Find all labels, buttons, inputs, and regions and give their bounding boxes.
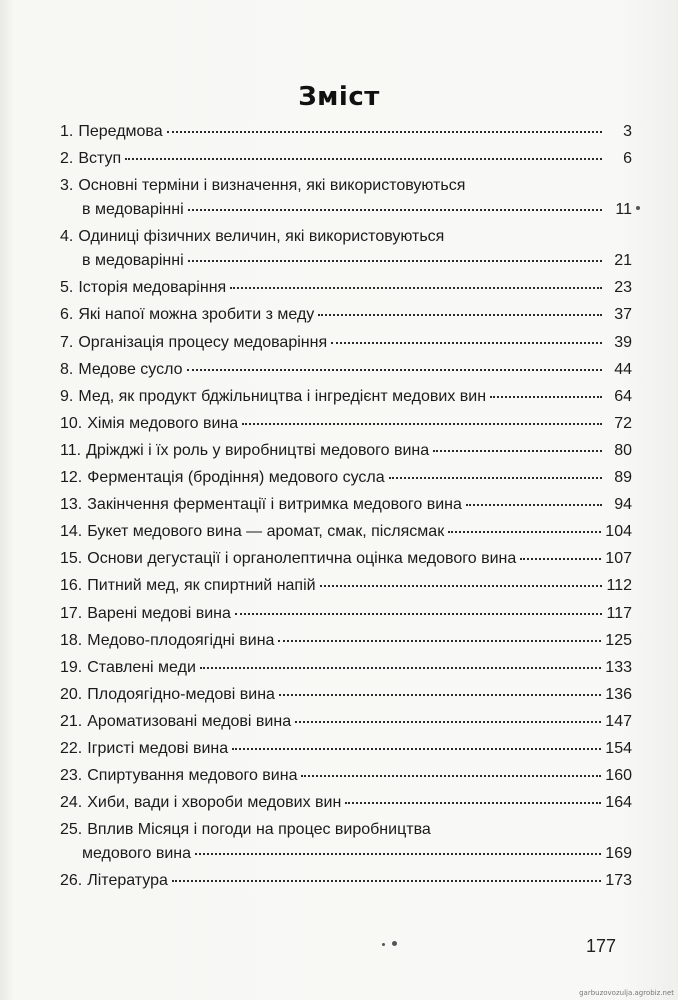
toc-entry-number: 20. <box>60 685 83 703</box>
toc-entry-title: Вплив Місяця і погоди на процес виробництва <box>87 821 431 839</box>
toc-entry-page: 173 <box>605 872 632 890</box>
toc-entry <box>60 331 632 355</box>
toc-entry-number: 18. <box>60 631 83 649</box>
toc-entry-page: 11 <box>615 201 632 219</box>
toc-entry-page: 125 <box>605 631 632 649</box>
toc-entry-page: 80 <box>614 441 632 459</box>
toc-entry-title: Які напої можна зробити з меду <box>78 306 315 324</box>
toc-entry <box>60 466 632 490</box>
toc-entry-page: 21 <box>614 252 632 270</box>
toc-entry-page: 164 <box>605 794 632 812</box>
toc-entry-page: 112 <box>606 577 632 595</box>
toc-entry-number: 2. <box>60 150 74 168</box>
toc-entry-title: Організація процесу медоваріння <box>78 333 328 351</box>
toc-entry-number: 16. <box>60 577 83 595</box>
toc-entry <box>60 276 632 300</box>
toc-entry-page: 117 <box>606 604 632 622</box>
dot-leader <box>242 423 602 425</box>
toc-entry-number: 19. <box>60 658 83 676</box>
dot-leader <box>195 853 601 855</box>
dot-leader <box>520 558 601 560</box>
toc-entry-page: 3 <box>623 123 632 140</box>
toc-entry-title: Історія медоваріння <box>78 279 227 297</box>
toc-entry-title: Література <box>87 872 168 890</box>
toc-entry-number: 7. <box>60 333 74 351</box>
dot-leader <box>167 131 602 133</box>
toc-entry-page: 89 <box>614 469 632 487</box>
toc-entry-title: в медоварінні <box>82 201 184 219</box>
toc-entry-title: Ігристі медові вина <box>87 739 229 757</box>
dot-leader <box>448 531 601 533</box>
toc-entry-title: Дріжджі і їх роль у виробництві медового вина <box>86 441 430 459</box>
toc-entry-title: Питний мед, як спиртний напій <box>87 577 316 595</box>
toc-entry <box>60 737 632 761</box>
toc-entry-page: 64 <box>614 387 632 405</box>
toc-entry-title: Ферментація (бродіння) медового сусла <box>87 469 385 487</box>
toc-entry <box>60 791 632 815</box>
toc-entry <box>60 147 632 171</box>
toc-entry-number: 25. <box>60 821 83 839</box>
dot-leader <box>187 369 602 371</box>
toc-entry <box>60 412 632 436</box>
toc-entry-title: медового вина <box>82 845 191 863</box>
dot-leader <box>318 314 602 316</box>
toc-entry-number: 22. <box>60 739 83 757</box>
toc-entry-title: Медово-плодоягідні вина <box>87 631 275 649</box>
dot-leader <box>232 748 601 750</box>
toc-entry-number: 12. <box>60 469 83 487</box>
toc-entry-number: 8. <box>60 360 74 378</box>
toc-entry-number: 17. <box>60 604 83 622</box>
toc-entry-number: 1. <box>60 123 74 140</box>
toc-entry-number: 15. <box>60 550 83 568</box>
toc-entry-number: 3. <box>60 177 74 195</box>
toc-entry <box>60 574 632 598</box>
toc-entry-title: Основні терміни і визначення, які використовуються <box>78 177 466 195</box>
dot-leader <box>279 694 601 696</box>
toc-entry <box>60 547 632 571</box>
toc-entry <box>60 120 632 144</box>
toc-entry-page: 39 <box>614 333 632 351</box>
toc-entry <box>60 602 632 626</box>
toc-entry-number: 5. <box>60 279 74 297</box>
toc-entry-page: 136 <box>605 685 632 703</box>
footer-url: garbuzovozulja.agrobiz.net <box>579 989 674 997</box>
dot-leader <box>433 450 602 452</box>
dot-leader <box>389 477 602 479</box>
toc-entry-title: Хиби, вади і хвороби медових вин <box>87 794 342 812</box>
dot-leader <box>320 585 602 587</box>
toc-entry-title: Мед, як продукт бджільництва і інгредієнт медових вин <box>78 387 487 405</box>
toc-entry-title: Варені медові вина <box>87 604 231 622</box>
toc-entry-title: Вступ <box>78 150 122 168</box>
toc-entry-title: Спиртування медового вина <box>87 767 298 785</box>
dot-leader <box>235 613 602 615</box>
toc-entry-title: в медоварінні <box>82 252 184 270</box>
table-of-contents <box>60 120 632 893</box>
dot-leader <box>188 209 602 211</box>
toc-entry <box>60 493 632 517</box>
dot-leader <box>295 721 601 723</box>
toc-entry-number: 13. <box>60 496 83 514</box>
toc-entry-page: 72 <box>614 414 632 432</box>
toc-entry-page: 147 <box>605 712 632 730</box>
dot-leader <box>188 260 602 262</box>
toc-entry-number: 6. <box>60 306 74 324</box>
toc-entry <box>60 225 632 273</box>
toc-entry-title: Медове сусло <box>78 360 183 378</box>
toc-entry-page: 44 <box>614 360 632 378</box>
toc-entry-title: Передмова <box>78 123 163 140</box>
toc-entry <box>60 656 632 680</box>
toc-entry-page: 169 <box>605 845 632 863</box>
toc-entry-number: 10. <box>60 414 83 432</box>
toc-entry-page: 154 <box>605 739 632 757</box>
toc-entry-number: 23. <box>60 767 83 785</box>
toc-entry-page: 6 <box>623 150 632 168</box>
toc-entry-title: Ароматизовані медові вина <box>87 712 292 730</box>
toc-entry <box>60 710 632 734</box>
toc-entry-title: Хімія медового вина <box>87 414 239 432</box>
toc-entry <box>60 439 632 463</box>
toc-entry-number: 9. <box>60 387 74 405</box>
toc-entry <box>60 303 632 327</box>
toc-entry-page: 160 <box>605 767 632 785</box>
dot-leader <box>301 775 601 777</box>
toc-entry-number: 14. <box>60 523 83 541</box>
toc-entry-title: Ставлені меди <box>87 658 196 676</box>
toc-entry-title: Основи дегустації і органолептична оцінка медового вина <box>87 550 517 568</box>
dot-leader <box>172 880 601 882</box>
toc-entry <box>60 818 632 866</box>
dot-leader <box>331 342 602 344</box>
toc-entry-page: 104 <box>605 523 632 541</box>
dot-leader <box>200 667 601 669</box>
toc-entry <box>60 764 632 788</box>
dot-leader <box>345 802 601 804</box>
dot-leader <box>490 396 602 398</box>
dot-leader <box>125 158 602 160</box>
dot-leader <box>466 504 602 506</box>
toc-entry <box>60 174 632 222</box>
toc-entry-page: 107 <box>605 550 632 568</box>
ink-speck <box>392 941 397 946</box>
toc-entry-title: Одиниці фізичних величин, які використовуються <box>78 228 445 246</box>
toc-entry-title: Закінчення ферментації і витримка медового вина <box>87 496 462 514</box>
toc-entry-number: 21. <box>60 712 83 730</box>
ink-speck <box>382 943 385 946</box>
toc-entry-number: 4. <box>60 228 74 246</box>
page-number: 177 <box>585 936 616 956</box>
toc-entry-number: 26. <box>60 872 83 890</box>
toc-entry-title: Букет медового вина — аромат, смак, післясмак <box>87 523 445 541</box>
toc-entry-number: 24. <box>60 794 83 812</box>
dot-leader <box>230 287 602 289</box>
toc-entry <box>60 520 632 544</box>
toc-entry <box>60 358 632 382</box>
dot-leader <box>278 640 601 642</box>
page-title: Зміст <box>298 82 380 112</box>
toc-entry <box>60 629 632 653</box>
ink-speck <box>636 206 640 210</box>
toc-entry <box>60 869 632 893</box>
toc-entry-page: 94 <box>614 496 632 514</box>
toc-entry-title: Плодоягідно-медові вина <box>87 685 275 703</box>
toc-entry-page: 37 <box>614 306 632 324</box>
toc-entry <box>60 385 632 409</box>
toc-entry-page: 133 <box>605 658 632 676</box>
toc-entry <box>60 683 632 707</box>
toc-entry-page: 23 <box>614 279 632 297</box>
toc-entry-number: 11. <box>60 441 82 459</box>
